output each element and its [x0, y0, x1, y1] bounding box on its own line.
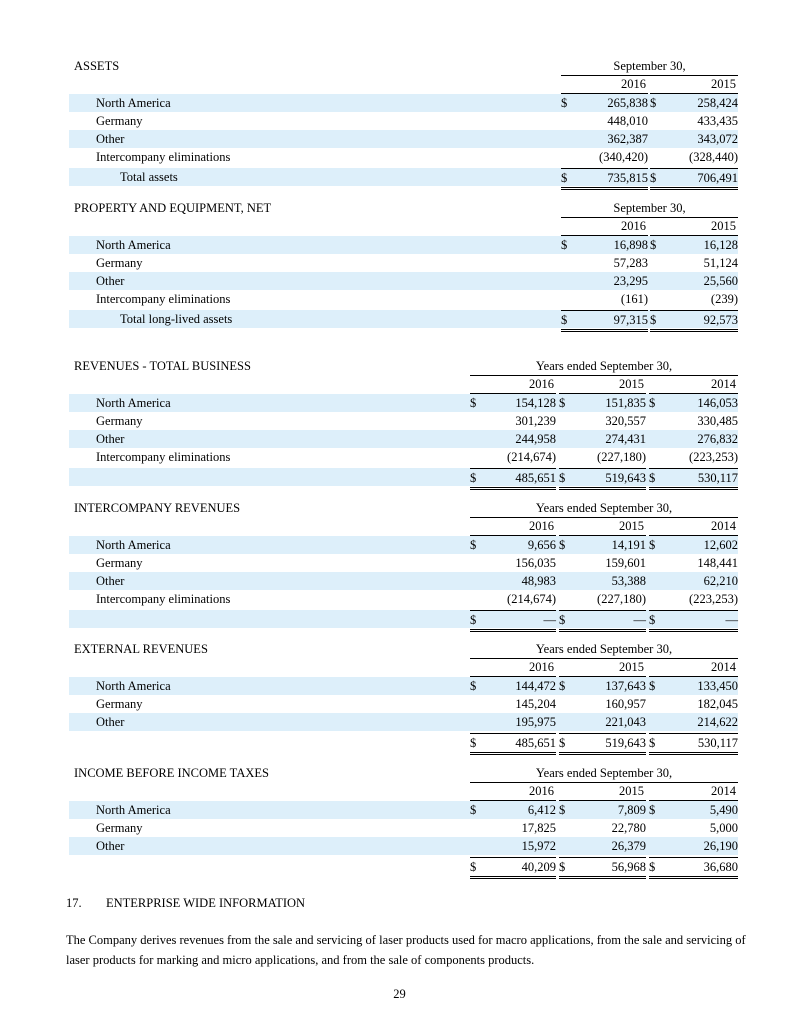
value-cell [561, 290, 648, 308]
value-cell [650, 310, 738, 332]
value-cell [559, 801, 646, 819]
year-header: 2015 [619, 660, 644, 674]
value-cell [559, 819, 646, 837]
dollar-sign: $ [561, 238, 568, 252]
cell-value: 301,239 [515, 414, 556, 428]
cell-value: 5,490 [709, 803, 738, 817]
year-header: 2015 [711, 77, 736, 91]
value-cell [559, 590, 646, 608]
value-cell [561, 130, 648, 148]
table-row [69, 713, 738, 731]
value-cell [559, 448, 646, 466]
dollar-sign: $ [649, 679, 656, 693]
year-header: 2014 [711, 377, 736, 391]
cell-value: 448,010 [607, 114, 648, 128]
cell-value: 53,388 [611, 574, 646, 588]
row-label: Intercompany eliminations [96, 150, 231, 164]
value-cell [470, 713, 556, 731]
dollar-sign: $ [559, 679, 566, 693]
cell-value: 92,573 [703, 313, 738, 327]
value-cell [470, 536, 556, 554]
value-cell [470, 819, 556, 837]
value-cell [649, 448, 738, 466]
dollar-sign: $ [470, 803, 477, 817]
dollar-sign: $ [649, 471, 656, 485]
value-cell [470, 448, 556, 466]
value-cell [561, 254, 648, 272]
row-label: Total long-lived assets [120, 312, 233, 326]
row-label: North America [96, 679, 171, 693]
total-row [69, 857, 738, 875]
value-cell [650, 290, 738, 308]
table-row [69, 394, 738, 412]
cell-value: 23,295 [613, 274, 648, 288]
year-header: 2016 [529, 519, 554, 533]
value-cell [649, 554, 738, 572]
section-title: EXTERNAL REVENUES [74, 642, 208, 656]
value-cell [470, 412, 556, 430]
section-title: INCOME BEFORE INCOME TAXES [74, 766, 269, 780]
value-cell [470, 394, 556, 412]
dollar-sign: $ [561, 96, 568, 110]
cell-value: 26,379 [611, 839, 646, 853]
row-label: Germany [96, 414, 143, 428]
cell-value: 244,958 [515, 432, 556, 446]
dollar-sign: $ [470, 471, 477, 485]
year-header: 2016 [529, 377, 554, 391]
dollar-sign: $ [470, 679, 477, 693]
row-label: Other [96, 839, 125, 853]
value-cell [559, 695, 646, 713]
table-row [69, 412, 738, 430]
value-cell [470, 857, 556, 879]
section-title: ASSETS [74, 59, 120, 73]
header-rule [561, 75, 738, 76]
cell-value: 160,957 [605, 697, 646, 711]
cell-value: 221,043 [605, 715, 646, 729]
row-label: North America [96, 96, 171, 110]
dollar-sign: $ [561, 171, 568, 185]
cell-value: 97,315 [613, 313, 648, 327]
row-label: North America [96, 396, 171, 410]
row-label: Total assets [120, 170, 178, 184]
dollar-sign: $ [649, 803, 656, 817]
cell-value: — [633, 613, 646, 627]
header-rule [470, 375, 738, 376]
cell-value: 214,622 [697, 715, 738, 729]
cell-value: (214,674) [507, 450, 556, 464]
value-cell [561, 94, 648, 112]
value-cell [559, 412, 646, 430]
value-cell [559, 733, 646, 755]
value-cell [561, 112, 648, 130]
section-title: PROPERTY AND EQUIPMENT, NET [74, 201, 272, 215]
value-cell [649, 394, 738, 412]
header-rule [470, 782, 738, 783]
cell-value: (214,674) [507, 592, 556, 606]
table-row [69, 130, 738, 148]
dollar-sign: $ [470, 613, 477, 627]
cell-value: 137,643 [605, 679, 646, 693]
table-row [69, 148, 738, 166]
row-label: Germany [96, 821, 143, 835]
cell-value: 16,898 [613, 238, 648, 252]
table-row [69, 819, 738, 837]
value-cell [559, 857, 646, 879]
value-cell [650, 112, 738, 130]
dollar-sign: $ [559, 803, 566, 817]
total-row [69, 610, 738, 628]
table-row [69, 837, 738, 855]
value-cell [470, 430, 556, 448]
cell-value: 146,053 [697, 396, 738, 410]
cell-value: 151,835 [605, 396, 646, 410]
row-label: Intercompany eliminations [96, 292, 231, 306]
cell-value: 519,643 [605, 736, 646, 750]
cell-value: 16,128 [703, 238, 738, 252]
table-row [69, 590, 738, 608]
value-cell [649, 857, 738, 879]
total-row [69, 468, 738, 486]
cell-value: 40,209 [521, 860, 556, 874]
cell-value: 362,387 [607, 132, 648, 146]
cell-value: 22,780 [611, 821, 646, 835]
cell-value: 276,832 [697, 432, 738, 446]
cell-value: (340,420) [599, 150, 648, 164]
note-title: ENTERPRISE WIDE INFORMATION [106, 896, 306, 910]
cell-value: 182,045 [697, 697, 738, 711]
cell-value: (227,180) [597, 450, 646, 464]
row-label: Other [96, 274, 125, 288]
value-cell [649, 468, 738, 490]
cell-value: 133,450 [697, 679, 738, 693]
cell-value: 274,431 [605, 432, 646, 446]
year-header: 2014 [711, 660, 736, 674]
cell-value: 320,557 [605, 414, 646, 428]
value-cell [561, 148, 648, 166]
header-rule [470, 517, 738, 518]
value-cell [470, 572, 556, 590]
cell-value: 56,968 [611, 860, 646, 874]
dollar-sign: $ [559, 538, 566, 552]
year-header: 2016 [529, 784, 554, 798]
cell-value: (328,440) [689, 150, 738, 164]
dollar-sign: $ [559, 613, 566, 627]
cell-value: (223,253) [689, 592, 738, 606]
note-paragraph: The Company derives revenues from the sale and servicing of laser products used for macro applications, from the sale and servicing of laser products for marking and micro applications, and from the sale of components products. [66, 933, 746, 967]
value-cell [561, 310, 648, 332]
row-label: Other [96, 715, 125, 729]
dollar-sign: $ [559, 736, 566, 750]
value-cell [650, 168, 738, 190]
value-cell [561, 236, 648, 254]
cell-value: 144,472 [515, 679, 556, 693]
value-cell [649, 430, 738, 448]
value-cell [649, 677, 738, 695]
dollar-sign: $ [470, 860, 477, 874]
cell-value: 343,072 [697, 132, 738, 146]
table-row [69, 112, 738, 130]
value-cell [649, 572, 738, 590]
value-cell [559, 713, 646, 731]
cell-value: 14,191 [611, 538, 646, 552]
value-cell [559, 610, 646, 632]
dollar-sign: $ [649, 538, 656, 552]
table-row [69, 572, 738, 590]
cell-value: 530,117 [697, 736, 738, 750]
row-label: Other [96, 432, 125, 446]
value-cell [649, 695, 738, 713]
value-cell [470, 837, 556, 855]
value-cell [561, 168, 648, 190]
dollar-sign: $ [649, 736, 656, 750]
column-group-header: Years ended September 30, [535, 766, 673, 780]
header-rule [561, 217, 738, 218]
cell-value: 519,643 [605, 471, 646, 485]
column-group-header: Years ended September 30, [535, 359, 673, 373]
year-header: 2014 [711, 519, 736, 533]
value-cell [559, 677, 646, 695]
column-group-header: September 30, [613, 201, 686, 215]
value-cell [650, 254, 738, 272]
column-group-header: Years ended September 30, [535, 642, 673, 656]
table-row [69, 536, 738, 554]
year-header: 2016 [621, 219, 646, 233]
value-cell [649, 610, 738, 632]
year-header: 2015 [619, 377, 644, 391]
value-cell [470, 610, 556, 632]
row-label: Other [96, 574, 125, 588]
cell-value: 62,210 [703, 574, 738, 588]
dollar-sign: $ [649, 613, 656, 627]
dollar-sign: $ [650, 313, 657, 327]
dollar-sign: $ [561, 313, 568, 327]
value-cell [470, 801, 556, 819]
cell-value: 159,601 [605, 556, 646, 570]
value-cell [649, 590, 738, 608]
column-group-header: September 30, [613, 59, 686, 73]
cell-value: 195,975 [515, 715, 556, 729]
value-cell [559, 536, 646, 554]
year-header: 2015 [619, 519, 644, 533]
row-label: Germany [96, 697, 143, 711]
page-number: 29 [393, 987, 406, 1001]
cell-value: 7,809 [617, 803, 646, 817]
value-cell [650, 236, 738, 254]
table-section [0, 765, 799, 955]
cell-value: 154,128 [515, 396, 556, 410]
dollar-sign: $ [470, 736, 477, 750]
row-label: North America [96, 538, 171, 552]
value-cell [470, 677, 556, 695]
value-cell [559, 468, 646, 490]
row-label: North America [96, 238, 171, 252]
cell-value: (239) [710, 292, 738, 306]
table-row [69, 677, 738, 695]
cell-value: 706,491 [697, 171, 738, 185]
value-cell [649, 819, 738, 837]
section-title: INTERCOMPANY REVENUES [74, 501, 241, 515]
cell-value: 51,124 [703, 256, 738, 270]
total-row [69, 168, 738, 186]
dollar-sign: $ [649, 396, 656, 410]
table-row [69, 695, 738, 713]
table-row [69, 801, 738, 819]
cell-value: (161) [620, 292, 648, 306]
value-cell [559, 572, 646, 590]
column-group-header: Years ended September 30, [535, 501, 673, 515]
cell-value: 258,424 [697, 96, 738, 110]
value-cell [470, 733, 556, 755]
value-cell [470, 590, 556, 608]
cell-value: 25,560 [703, 274, 738, 288]
dollar-sign: $ [650, 171, 657, 185]
value-cell [470, 554, 556, 572]
cell-value: 48,983 [521, 574, 556, 588]
table-row [69, 290, 738, 308]
cell-value: 57,283 [613, 256, 648, 270]
cell-value: 5,000 [709, 821, 738, 835]
value-cell [649, 801, 738, 819]
value-cell [559, 837, 646, 855]
cell-value: 145,204 [515, 697, 556, 711]
cell-value: 156,035 [515, 556, 556, 570]
value-cell [649, 412, 738, 430]
section-title: REVENUES - TOTAL BUSINESS [74, 359, 251, 373]
note-number: 17. [66, 896, 82, 910]
value-cell [559, 430, 646, 448]
table-row [69, 236, 738, 254]
cell-value: 36,680 [703, 860, 738, 874]
dollar-sign: $ [649, 860, 656, 874]
row-label: Intercompany eliminations [96, 592, 231, 606]
year-header: 2016 [621, 77, 646, 91]
dollar-sign: $ [559, 471, 566, 485]
cell-value: 265,838 [607, 96, 648, 110]
cell-value: 330,485 [697, 414, 738, 428]
value-cell [561, 272, 648, 290]
value-cell [650, 148, 738, 166]
cell-value: 735,815 [607, 171, 648, 185]
dollar-sign: $ [470, 538, 477, 552]
row-label: Germany [96, 556, 143, 570]
cell-value: — [543, 613, 556, 627]
value-cell [650, 94, 738, 112]
table-row [69, 254, 738, 272]
cell-value: 530,117 [697, 471, 738, 485]
value-cell [559, 554, 646, 572]
year-header: 2014 [711, 784, 736, 798]
cell-value: 17,825 [521, 821, 556, 835]
value-cell [470, 468, 556, 490]
row-label: Germany [96, 114, 143, 128]
value-cell [649, 837, 738, 855]
value-cell [470, 695, 556, 713]
dollar-sign: $ [470, 396, 477, 410]
cell-value: — [725, 613, 738, 627]
value-cell [650, 272, 738, 290]
cell-value: 9,656 [527, 538, 556, 552]
cell-value: 485,651 [515, 736, 556, 750]
cell-value: 12,602 [703, 538, 738, 552]
row-label: Germany [96, 256, 143, 270]
cell-value: (227,180) [597, 592, 646, 606]
value-cell [649, 733, 738, 755]
cell-value: 26,190 [703, 839, 738, 853]
year-header: 2015 [619, 784, 644, 798]
cell-value: 148,441 [697, 556, 738, 570]
dollar-sign: $ [559, 396, 566, 410]
table-row [69, 554, 738, 572]
dollar-sign: $ [559, 860, 566, 874]
table-row [69, 94, 738, 112]
table-row [69, 430, 738, 448]
row-label: Intercompany eliminations [96, 450, 231, 464]
cell-value: 15,972 [521, 839, 556, 853]
value-cell [559, 394, 646, 412]
header-rule [470, 658, 738, 659]
year-header: 2016 [529, 660, 554, 674]
row-label: North America [96, 803, 171, 817]
cell-value: (223,253) [689, 450, 738, 464]
cell-value: 6,412 [527, 803, 556, 817]
value-cell [650, 130, 738, 148]
value-cell [649, 536, 738, 554]
dollar-sign: $ [650, 96, 657, 110]
dollar-sign: $ [650, 238, 657, 252]
table-row [69, 272, 738, 290]
value-cell [649, 713, 738, 731]
row-label: Other [96, 132, 125, 146]
table-row [69, 448, 738, 466]
year-header: 2015 [711, 219, 736, 233]
total-row [69, 733, 738, 751]
cell-value: 485,651 [515, 471, 556, 485]
cell-value: 433,435 [697, 114, 738, 128]
total-row [69, 310, 738, 328]
